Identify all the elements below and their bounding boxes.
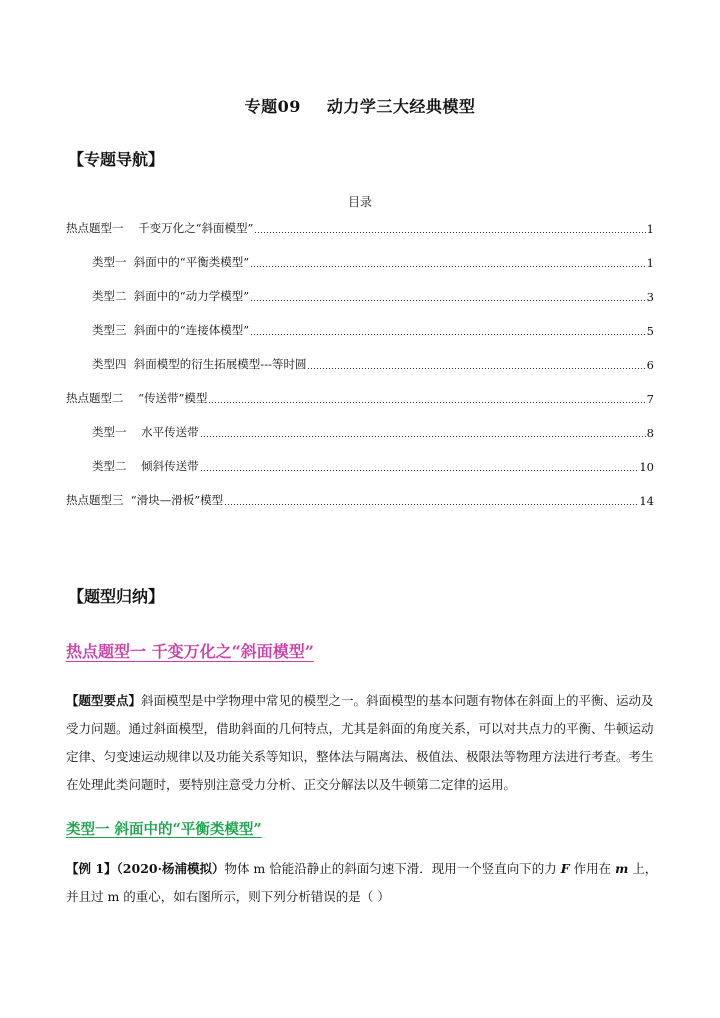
toc-item[interactable] <box>92 356 654 372</box>
toc-leader-dots <box>254 232 645 233</box>
toc-item-text: 类型四 斜面模型的衍生拓展模型---等时圆 <box>92 357 307 371</box>
toc-leader-dots <box>307 368 645 369</box>
toc-item[interactable] <box>92 458 654 474</box>
key-points-paragraph <box>66 687 658 799</box>
title-number: 专题09 <box>244 97 301 116</box>
mass-symbol: m <box>615 861 629 876</box>
toc-item[interactable] <box>66 220 654 236</box>
toc-item[interactable] <box>92 424 654 440</box>
toc-item-page: 3 <box>646 290 654 304</box>
toc-item-page: 5 <box>646 324 654 338</box>
toc-item[interactable] <box>92 322 654 338</box>
hot-topic-heading: 热点题型一 千变万化之“斜面模型” <box>66 642 314 661</box>
toc-item-text: 类型一 水平传送带 <box>92 425 199 439</box>
example-label: 【例 1】（2020·杨浦模拟） <box>66 861 225 876</box>
toc-leader-dots <box>208 402 645 403</box>
toc-leader-dots <box>250 334 646 335</box>
example-text-c: 上，并且过 m 的重心，如右图所示，则下列分析错误的是（ ） <box>66 861 658 904</box>
toc-leader-dots <box>250 266 646 267</box>
toc-item-text: 类型二 斜面中的“动力学模型” <box>92 289 250 303</box>
toc-item-page: 14 <box>639 494 654 508</box>
nav-heading: 【专题导航】 <box>68 150 165 169</box>
page-title <box>0 94 720 117</box>
toc-item-page: 6 <box>646 358 654 372</box>
example-text-a: 物体 m 恰能沿静止的斜面匀速下滑．现用一个竖直向下的力 <box>224 861 561 876</box>
toc-item[interactable] <box>66 390 654 406</box>
toc-leader-dots <box>224 504 638 505</box>
example-paragraph <box>66 855 658 911</box>
toc-item-text: 热点题型一 千变万化之“斜面模型” <box>66 221 254 235</box>
toc-item-text: 类型二 倾斜传送带 <box>92 459 199 473</box>
toc-item-text: 类型三 斜面中的“连接体模型” <box>92 323 250 337</box>
force-symbol: F <box>560 861 570 876</box>
example-text-b: 作用在 <box>569 861 616 876</box>
toc-item-text: 热点题型二 “传送带”模型 <box>66 391 208 405</box>
toc-item[interactable] <box>92 288 654 304</box>
toc-leader-dots <box>200 436 646 437</box>
toc-item-page: 1 <box>646 222 654 236</box>
toc-item-page: 1 <box>646 256 654 270</box>
summary-heading: 【题型归纳】 <box>68 587 165 606</box>
toc-leader-dots <box>250 300 646 301</box>
toc-item-page: 10 <box>639 460 654 474</box>
toc-title: 目录 <box>347 195 372 209</box>
toc-leader-dots <box>200 470 639 471</box>
type-heading: 类型一 斜面中的“平衡类模型” <box>66 821 262 838</box>
key-points-label: 【题型要点】 <box>66 693 142 708</box>
toc-item-page: 8 <box>646 426 654 440</box>
toc-item-text: 类型一 斜面中的“平衡类模型” <box>92 255 250 269</box>
toc-item-page: 7 <box>646 392 654 406</box>
toc-item[interactable] <box>92 254 654 270</box>
title-text: 动力学三大经典模型 <box>326 97 476 116</box>
toc-item[interactable] <box>66 492 654 508</box>
toc-item-text: 热点题型三 “滑块—滑板”模型 <box>66 493 224 507</box>
key-points-text: 斜面模型是中学物理中常见的模型之一。斜面模型的基本问题有物体在斜面上的平衡、运动及受力问题。通过斜面模型，借助斜面的几何特点，尤其是斜面的角度关系，可以对共点力的平衡、牛顿运动定律、匀变速运动规律以及功能关系等知识，整体法与隔离法、极值法、极限法等物理方法进行考查。考生在处理此类问题时，要特别注意受力分析、正交分解法以及牛顿第二定律的运用。 <box>66 693 654 792</box>
